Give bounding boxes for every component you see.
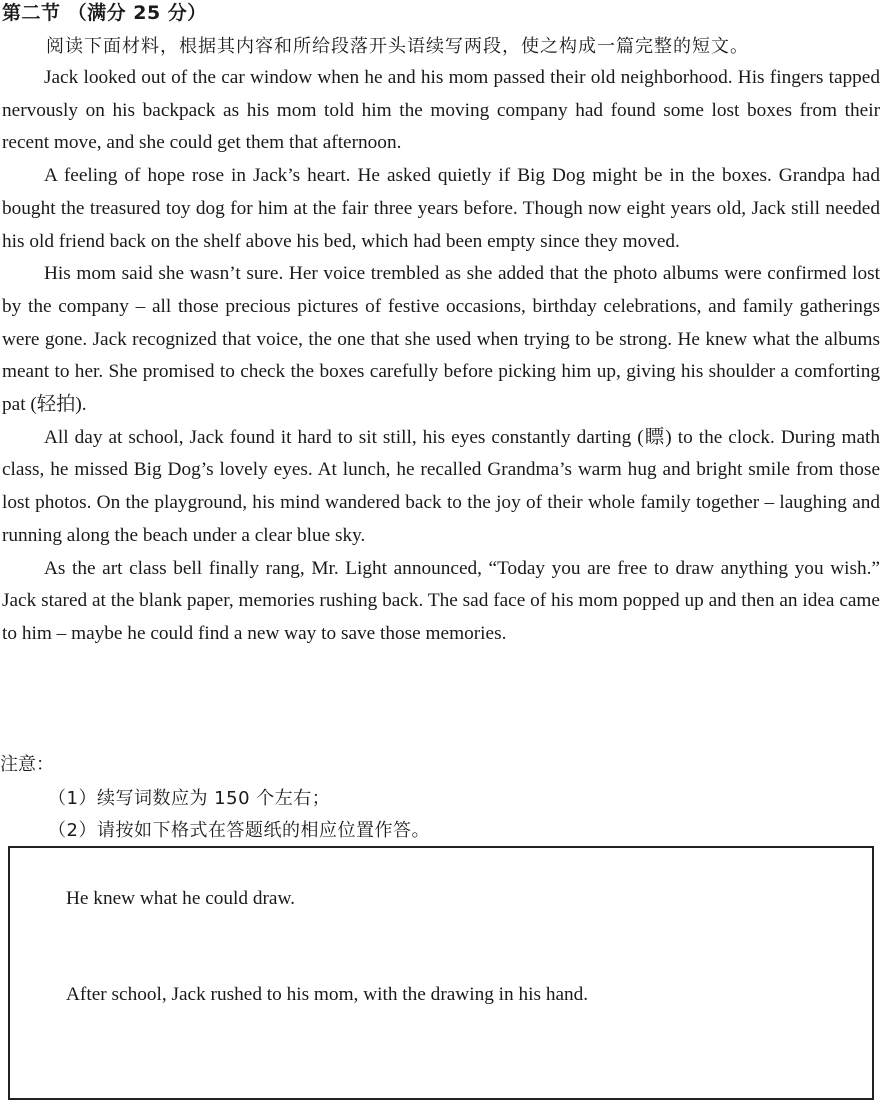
passage-paragraph-1: Jack looked out of the car window when he and his mom passed their old neighborhood. His fingers tapped nervously on his backpack as his mom told him the moving company had found some lost boxes from their recent move, and she could get them that afternoon. xyxy=(2,67,880,154)
note-item-word-count: （1）续写词数应为 150 个左右； xyxy=(48,788,331,809)
passage-paragraph-3: His mom said she wasn’t sure. Her voice trembled as she added that the photo albums were confirmed lost by the company – all those precious pictures of festive occasions, birthday celebrations, and family gatherings were gone. Jack recognized that voice, the one that she used when trying to be strong. He knew what the albums meant to her. She promised to check the boxes carefully before picking him up, giving his shoulder a comforting pat (轻拍). xyxy=(2,263,880,416)
notes-label: 注意： xyxy=(0,754,54,775)
passage-paragraph-4: All day at school, Jack found it hard to sit still, his eyes constantly darting (瞟) to the clock. During math class, he missed Big Dog’s lovely eyes. At lunch, he recalled Grandma’s warm hug and bright smile from those lost photos. On the playground, his mind wandered back to the joy of their whole family together – laughing and running along the beach under a clear blue sky. xyxy=(2,426,880,546)
answer-format-box xyxy=(8,846,874,1100)
reading-passage xyxy=(2,62,880,651)
paragraph-opener-1: He knew what he could draw. xyxy=(66,888,295,909)
passage-paragraph-5: As the art class bell finally rang, Mr. Light announced, “Today you are free to draw anything you wish.” Jack stared at the blank paper, memories rushing back. The sad face of his mom popped up and then an idea came to him – maybe he could find a new way to save those memories. xyxy=(2,557,880,644)
section-title: 第二节 （满分 25 分） xyxy=(2,2,207,24)
paragraph-opener-2: After school, Jack rushed to his mom, with the drawing in his hand. xyxy=(66,984,589,1005)
task-instruction: 阅读下面材料，根据其内容和所给段落开头语续写两段，使之构成一篇完整的短文。 xyxy=(46,36,749,57)
passage-paragraph-2: A feeling of hope rose in Jack’s heart. He asked quietly if Big Dog might be in the boxes. Grandpa had bought the treasured toy dog for him at the fair three years before. Though now eight years old, Jack still needed his old friend back on the shelf above his bed, which had been empty since they moved. xyxy=(2,165,880,252)
note-item-answer-format: （2）请按如下格式在答题纸的相应位置作答。 xyxy=(48,820,430,841)
